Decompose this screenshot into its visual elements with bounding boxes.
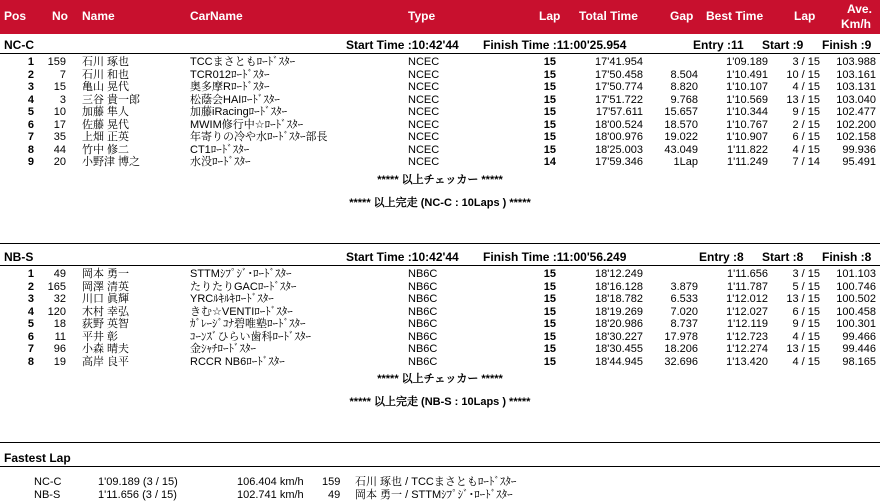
best-time: 1'11.656: [726, 268, 768, 280]
gap: 18.206: [664, 343, 698, 355]
best-time: 1'09.189: [726, 56, 768, 68]
col-pos: Pos: [4, 9, 27, 23]
car-name: YRCﾙｷﾙｷﾛｰﾄﾞｽﾀｰ: [190, 293, 274, 305]
average-speed: 101.103: [836, 268, 876, 280]
driver-name: 石川 琢也: [82, 56, 130, 68]
best-lap: 13 / 15: [786, 343, 820, 355]
lap-time: 1'11.656 (3 / 15): [98, 489, 177, 501]
section-nc-c: [0, 38, 880, 210]
car-name: きむ☆VENTIﾛｰﾄﾞｽﾀｰ: [190, 305, 293, 318]
fastest-row: [0, 476, 880, 489]
driver-name: 竹中 修二: [82, 143, 130, 156]
table-row: [0, 331, 880, 344]
car-type: NCEC: [408, 68, 440, 81]
total-time: 17'50.774: [595, 81, 643, 93]
average-speed: 100.746: [836, 280, 876, 293]
pos: 4: [27, 305, 34, 318]
average-speed: 100.458: [836, 305, 876, 318]
car-name: RCCR NB6ﾛｰﾄﾞｽﾀｰ: [190, 355, 285, 368]
car-type: NB6C: [408, 343, 438, 355]
best-lap: 6 / 15: [792, 305, 820, 318]
results-header: [0, 0, 880, 34]
complete-note: ***** 以上完走 (NB-S : 10Laps ) *****: [349, 396, 531, 408]
car-name: 水没ﾛｰﾄﾞｽﾀｰ: [190, 156, 251, 168]
pos: 3: [27, 81, 34, 93]
car-name: ｶﾞﾚｰｼﾞｺﾅ碧唯塾ﾛｰﾄﾞｽﾀｰ: [190, 318, 306, 330]
col-lap: Lap: [539, 9, 561, 23]
pos: 6: [27, 330, 34, 343]
best-time: 1'10.107: [726, 81, 768, 93]
car-no: 159: [322, 476, 341, 488]
section-header: [0, 250, 880, 266]
car-type: NCEC: [408, 106, 440, 118]
car-no: 44: [53, 143, 66, 156]
total-time: 18'16.128: [595, 280, 643, 293]
car-name: STTMｼﾌﾟｼﾞ･ﾛｰﾄﾞｽﾀｰ: [190, 268, 292, 280]
fastest-row: [0, 489, 880, 502]
table-row: [0, 131, 880, 144]
pos: 8: [27, 143, 34, 156]
driver-name: 小森 晴夫: [82, 343, 130, 355]
total-time: 17'59.346: [595, 156, 643, 168]
total-time: 18'00.976: [595, 131, 643, 143]
best-lap: 3 / 15: [792, 268, 820, 280]
best-time: 1'10.344: [726, 106, 768, 118]
driver-car: 岡本 勇一 / STTMｼﾌﾟｼﾞ･ﾛｰﾄﾞｽﾀｰ: [355, 489, 513, 501]
total-time: 18'12.249: [595, 268, 643, 280]
car-type: NCEC: [408, 81, 440, 93]
speed: 102.741 km/h: [237, 489, 304, 501]
car-no: 159: [47, 56, 66, 68]
driver-name: 岡澤 清英: [82, 280, 130, 293]
car-type: NCEC: [408, 93, 440, 106]
car-type: NB6C: [408, 280, 438, 293]
laps: 15: [543, 93, 556, 106]
speed: 106.404 km/h: [237, 476, 304, 488]
car-no: 20: [53, 156, 66, 168]
table-row: [0, 281, 880, 294]
car-name: TCR012ﾛｰﾄﾞｽﾀｰ: [190, 68, 270, 81]
gap: 15.657: [664, 106, 698, 118]
average-speed: 100.301: [836, 318, 876, 330]
entry-count: Entry :8: [699, 250, 744, 264]
complete-note: ***** 以上完走 (NC-C : 10Laps ) *****: [349, 196, 531, 209]
finish-count: Finish :9: [822, 38, 872, 52]
car-name: 金ｼｬﾁﾛｰﾄﾞｽﾀｰ: [190, 343, 256, 355]
class-name: NC-C: [4, 38, 34, 52]
car-type: NB6C: [408, 318, 438, 330]
car-name: 松蔭会HAIﾛｰﾄﾞｽﾀｰ: [190, 93, 280, 106]
total-time: 17'51.722: [595, 93, 643, 106]
average-speed: 99.936: [842, 143, 876, 156]
total-time: 18'20.986: [595, 318, 643, 330]
car-no: 11: [54, 330, 66, 343]
driver-name: 佐藤 晃代: [82, 118, 130, 131]
table-row: [0, 69, 880, 82]
car-type: NB6C: [408, 330, 438, 343]
best-time: 1'10.907: [726, 131, 768, 143]
average-speed: 98.165: [842, 355, 876, 368]
col-ave: Ave.: [847, 2, 872, 16]
best-time: 1'11.822: [726, 143, 768, 156]
table-row: [0, 318, 880, 331]
entry-count: Entry :11: [693, 38, 744, 52]
best-time: 1'12.119: [726, 318, 768, 330]
start-time: Start Time :10:42'44: [346, 250, 459, 264]
car-type: NB6C: [408, 305, 438, 318]
best-lap: 9 / 15: [792, 106, 820, 118]
table-row: [0, 144, 880, 157]
class-name: NB-S: [4, 250, 34, 264]
pos: 5: [27, 318, 34, 330]
col-kmh: Km/h: [841, 17, 871, 31]
checker-note: ***** 以上チェッカー *****: [377, 173, 503, 186]
gap: 8.504: [670, 68, 698, 81]
gap: 6.533: [670, 293, 698, 305]
best-lap: 4 / 15: [792, 143, 820, 156]
car-name: 奥多摩Rﾛｰﾄﾞｽﾀｰ: [190, 81, 270, 93]
total-time: 18'30.227: [595, 330, 643, 343]
best-time: 1'11.787: [726, 280, 768, 293]
col-gap: Gap: [670, 9, 694, 23]
driver-name: 小野津 博之: [82, 156, 141, 168]
car-no: 19: [53, 355, 66, 368]
laps: 15: [543, 81, 556, 93]
pos: 3: [27, 293, 34, 305]
start-count: Start :8: [762, 250, 804, 264]
best-lap: 4 / 15: [792, 330, 820, 343]
best-time: 1'12.723: [726, 330, 768, 343]
gap: 9.768: [670, 93, 698, 106]
finish-count: Finish :8: [822, 250, 872, 264]
driver-name: 亀山 晃代: [82, 81, 130, 93]
pos: 5: [27, 106, 34, 118]
fastest-lap-title: Fastest Lap: [0, 450, 880, 467]
class-name: NC-C: [34, 476, 62, 488]
car-no: 49: [328, 489, 341, 501]
best-lap: 3 / 15: [792, 56, 820, 68]
table-row: [0, 119, 880, 132]
car-no: 15: [53, 81, 66, 93]
section-header: [0, 38, 880, 54]
car-name: 加藤iRacingﾛｰﾄﾞｽﾀｰ: [190, 106, 288, 118]
average-speed: 99.466: [842, 330, 876, 343]
car-no: 35: [53, 131, 66, 143]
driver-name: 上畑 正英: [82, 131, 130, 143]
start-count: Start :9: [762, 38, 804, 52]
car-no: 120: [47, 305, 66, 318]
car-type: NCEC: [408, 56, 440, 68]
total-time: 17'57.611: [595, 106, 643, 118]
class-name: NB-S: [34, 489, 61, 501]
laps: 15: [543, 131, 556, 143]
table-row: [0, 343, 880, 356]
total-time: 18'44.945: [595, 355, 643, 368]
laps: 15: [543, 305, 556, 318]
table-row: [0, 356, 880, 369]
gap: 32.696: [664, 355, 698, 368]
laps: 15: [543, 343, 556, 355]
results-table: [0, 266, 880, 368]
total-time: 18'30.455: [595, 343, 643, 355]
table-row: [0, 56, 880, 69]
col-total-time: Total Time: [579, 9, 638, 23]
best-time: 1'11.249: [726, 156, 768, 168]
fastest-lap-table: [0, 467, 880, 502]
best-time: 1'12.012: [726, 293, 768, 305]
best-lap: 2 / 15: [792, 118, 820, 131]
table-row: [0, 156, 880, 169]
average-speed: 95.491: [842, 156, 876, 168]
driver-name: 川口 眞輝: [82, 293, 130, 305]
car-name: MWIM修行中☆ﾛｰﾄﾞｽﾀｰ: [190, 118, 304, 131]
laps: 15: [543, 330, 556, 343]
pos: 1: [27, 56, 34, 68]
pos: 8: [27, 355, 34, 368]
average-speed: 103.161: [836, 68, 876, 81]
best-lap: 9 / 15: [792, 318, 820, 330]
car-name: TCCまさともﾛｰﾄﾞｽﾀｰ: [190, 56, 296, 68]
driver-name: 三谷 貴一郎: [82, 93, 141, 106]
laps: 15: [543, 268, 556, 280]
average-speed: 103.988: [836, 56, 876, 68]
car-no: 32: [53, 293, 66, 305]
car-type: NB6C: [408, 268, 438, 280]
total-time: 17'50.458: [595, 68, 643, 81]
best-lap: 5 / 15: [792, 280, 820, 293]
average-speed: 103.131: [836, 81, 876, 93]
checker-note: ***** 以上チェッカー *****: [377, 373, 503, 385]
pos: 4: [27, 93, 34, 106]
table-row: [0, 306, 880, 319]
car-name: たりたりGACﾛｰﾄﾞｽﾀｰ: [190, 280, 297, 293]
car-no: 17: [53, 118, 66, 131]
gap: 19.022: [664, 131, 698, 143]
laps: 15: [543, 106, 556, 118]
best-time: 1'10.767: [726, 118, 768, 131]
col-best-time: Best Time: [706, 9, 764, 23]
car-no: 3: [59, 93, 66, 106]
laps: 15: [543, 56, 556, 68]
col-carname: CarName: [190, 9, 243, 23]
gap: 8.820: [670, 81, 698, 93]
finish-time: Finish Time :11:00'25.954: [483, 38, 627, 52]
table-row: [0, 268, 880, 281]
laps: 14: [543, 156, 556, 168]
fastest-lap-section: [0, 450, 880, 502]
total-time: 18'19.269: [595, 305, 643, 318]
car-name: 年寄りの冷や水ﾛｰﾄﾞｽﾀｰ部長: [190, 131, 328, 143]
results-table: [0, 54, 880, 169]
laps: 15: [543, 280, 556, 293]
average-speed: 102.477: [836, 106, 876, 118]
laps: 15: [543, 293, 556, 305]
table-row: [0, 293, 880, 306]
car-no: 18: [53, 318, 66, 330]
table-row: [0, 81, 880, 94]
car-type: NB6C: [408, 355, 438, 368]
average-speed: 102.158: [836, 131, 876, 143]
driver-name: 加藤 隼人: [82, 106, 130, 118]
best-lap: 4 / 15: [792, 81, 820, 93]
section-nb-s: [0, 250, 880, 409]
table-row: [0, 106, 880, 119]
car-type: NB6C: [408, 293, 438, 305]
pos: 2: [27, 280, 34, 293]
car-no: 96: [53, 343, 66, 355]
pos: 7: [27, 131, 34, 143]
total-time: 18'18.782: [595, 293, 643, 305]
car-no: 10: [53, 106, 66, 118]
average-speed: 103.040: [836, 93, 876, 106]
average-speed: 102.200: [836, 118, 876, 131]
car-type: NCEC: [408, 156, 440, 168]
gap: 1Lap: [673, 156, 698, 168]
best-time: 1'12.274: [726, 343, 768, 355]
best-lap: 7 / 14: [792, 156, 820, 168]
gap: 43.049: [664, 143, 698, 156]
best-lap: 13 / 15: [786, 93, 820, 106]
best-time: 1'13.420: [726, 355, 768, 368]
average-speed: 99.446: [842, 343, 876, 355]
col-no: No: [52, 9, 68, 23]
car-type: NCEC: [408, 143, 440, 156]
gap: 8.737: [670, 318, 698, 330]
laps: 15: [543, 355, 556, 368]
driver-name: 岡本 勇一: [82, 268, 130, 280]
lap-time: 1'09.189 (3 / 15): [98, 476, 178, 488]
laps: 15: [543, 68, 556, 81]
laps: 15: [543, 118, 556, 131]
gap: 18.570: [664, 118, 698, 131]
finish-time: Finish Time :11:00'56.249: [483, 250, 627, 264]
gap: 17.978: [664, 330, 698, 343]
driver-name: 平井 彰: [82, 330, 119, 343]
best-lap: 10 / 15: [786, 68, 820, 81]
driver-name: 木村 幸弘: [82, 305, 130, 318]
car-no: 165: [47, 280, 66, 293]
car-name: CT1ﾛｰﾄﾞｽﾀｰ: [190, 143, 250, 156]
divider: [0, 442, 880, 443]
col-best-lap: Lap: [794, 9, 816, 23]
start-time: Start Time :10:42'44: [346, 38, 459, 52]
pos: 6: [27, 118, 34, 131]
best-time: 1'10.491: [726, 68, 768, 81]
car-no: 7: [59, 68, 66, 81]
divider: [0, 243, 880, 244]
gap: 3.879: [670, 280, 698, 293]
laps: 15: [543, 318, 556, 330]
average-speed: 100.502: [836, 293, 876, 305]
driver-name: 石川 和也: [82, 68, 130, 81]
pos: 1: [27, 268, 34, 280]
best-time: 1'10.569: [726, 93, 768, 106]
col-name: Name: [82, 9, 115, 23]
car-no: 49: [53, 268, 66, 280]
best-lap: 6 / 15: [792, 131, 820, 143]
car-type: NCEC: [408, 131, 440, 143]
table-row: [0, 94, 880, 107]
driver-car: 石川 琢也 / TCCまさともﾛｰﾄﾞｽﾀｰ: [355, 476, 517, 488]
col-type: Type: [408, 9, 436, 23]
total-time: 18'00.524: [595, 118, 643, 131]
pos: 2: [27, 68, 34, 81]
driver-name: 高岸 良平: [82, 355, 130, 368]
laps: 15: [543, 143, 556, 156]
car-name: ｺｰﾝｽﾞひらい歯科ﾛｰﾄﾞｽﾀｰ: [190, 330, 311, 343]
driver-name: 荻野 英智: [82, 318, 130, 330]
total-time: 17'41.954: [595, 56, 643, 68]
total-time: 18'25.003: [595, 143, 643, 156]
best-lap: 4 / 15: [792, 355, 820, 368]
pos: 9: [27, 156, 34, 168]
best-lap: 13 / 15: [786, 293, 820, 305]
car-type: NCEC: [408, 118, 440, 131]
pos: 7: [27, 343, 34, 355]
best-time: 1'12.027: [726, 305, 768, 318]
gap: 7.020: [670, 305, 698, 318]
